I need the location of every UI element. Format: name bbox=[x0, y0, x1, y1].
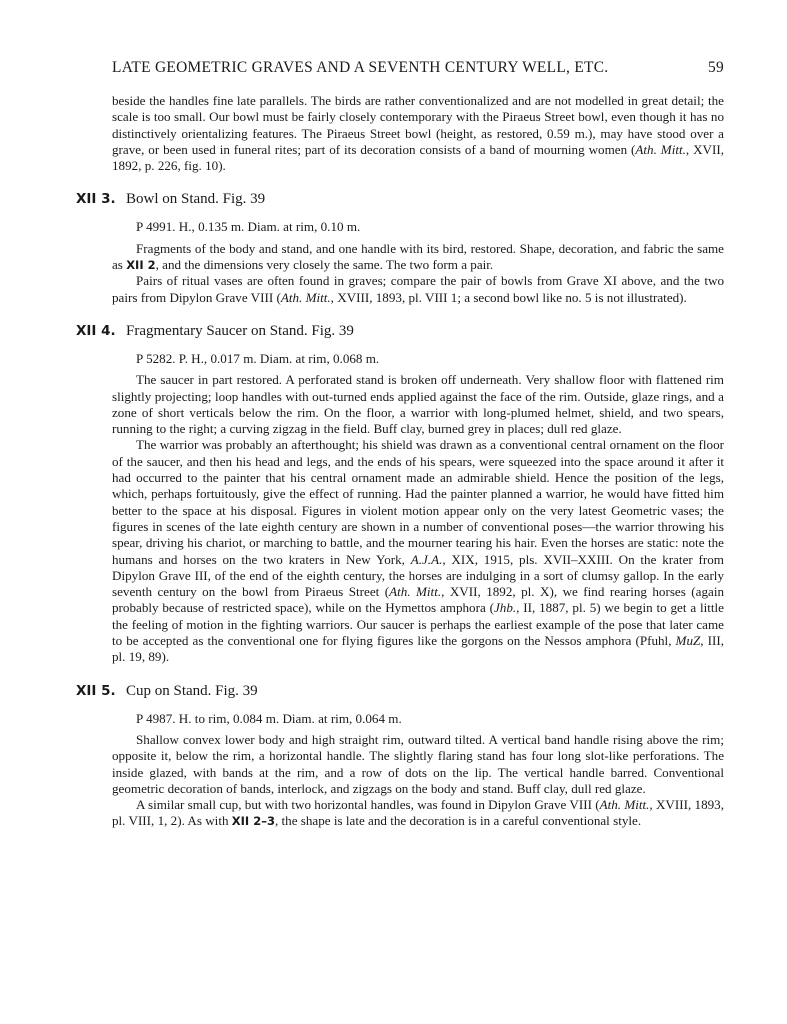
catalogue-heading-xii-3 bbox=[76, 190, 724, 209]
citation: Ath. Mitt. bbox=[389, 584, 442, 600]
catalogue-heading-xii-5 bbox=[76, 682, 724, 701]
body-text bbox=[76, 93, 725, 830]
running-head bbox=[112, 59, 724, 77]
catalogue-number: XII 4. bbox=[76, 322, 116, 339]
paragraph: Shallow convex lower body and high straight rim, outward tilted. A vertical band handle rising above the rim; opposite it, below the rim, a horizontal handle. The slightly flaring stand has four long slot-like perforations. The inside glazed, with bands at the rim, and a row of dots on the lip. The vertical handle barred. Conventional geometric decoration of bands, interlock, and zigzags on the body and stand. Buff clay, dull red glaze. bbox=[112, 731, 724, 796]
cross-reference: XII 2 bbox=[126, 258, 156, 273]
catalogue-number: XII 3. bbox=[76, 191, 116, 208]
paragraph: Fragments of the body and stand, and one handle with its bird, restored. Shape, decoration, and fabric the same as XII 2, and the dimensions very closely the same. The two form a pair. bbox=[112, 240, 724, 273]
catalogue-title: Bowl on Stand. Fig. 39 bbox=[126, 191, 266, 208]
catalogue-title: Fragmentary Saucer on Stand. Fig. 39 bbox=[126, 322, 354, 339]
paragraph: The warrior was probably an afterthought; his shield was drawn as a conventional central ornament on the floor of the saucer, and then his head and legs, and the ends of his spears, were squeezed into the space around it after it had occurred to the painter that his central ornament made an admirable shield. Hence the position of the legs, which, perhaps fortuitously, give the effect of running. Had the painter planned a warrior, he would have fitted him better to the space at his disposal. Figures in violent motion appear only on the very latest Geometric vases; the figures in scenes of the late eighth century are shown in a number of conventional poses—the warrior throwing his spear, driving his chariot, or marching to battle, and the mourner tearing his hair. Even the horses are static: note the humans and horses on the two kraters in New York, A.J.A., XIX, 1915, pls. XVII–XXIII. On the krater from Dipylon Grave III, of the end of the eighth century, the horses are indulging in a sort of clumsy gallop. In the early seventh century on the bowl from Piraeus Street (Ath. Mitt., XVII, 1892, pl. X), we find rearing horses (again probably because of restricted space), while on the Hymettos amphora (Jhb., II, 1887, pl. 5) we begin to get a little the feeling of motion in the fighting warriors. Our saucer is perhaps the earliest example of the pose that later came to be accepted as the conventional one for flying figures like the gorgons on the Nessos amphora (Pfuhl, MuZ, III, pl. 19, 89). bbox=[112, 437, 725, 665]
running-title: LATE GEOMETRIC GRAVES AND A SEVENTH CENTURY WELL, ETC. bbox=[112, 59, 609, 76]
catalogue-heading-xii-4 bbox=[76, 322, 724, 341]
catalogue-title: Cup on Stand. Fig. 39 bbox=[126, 682, 258, 699]
measurements: P 4991. H., 0.135 m. Diam. at rim, 0.10 m. bbox=[136, 219, 361, 235]
citation: A.J.A. bbox=[410, 551, 443, 567]
cross-reference: XII 2–3 bbox=[231, 814, 275, 829]
citation: MuZ bbox=[675, 633, 701, 649]
citation: Ath. Mitt. bbox=[635, 141, 686, 157]
citation: Jhb. bbox=[493, 600, 517, 616]
catalogue-number: XII 5. bbox=[76, 682, 116, 699]
paragraph-continued: beside the handles fine late parallels. The birds are rather conventionalized and are not modelled in great detail; the scale is too small. Our bowl must be fairly closely contemporary with the Piraeus Street bowl, even though it has no distinctively orientalizing features. The Piraeus Street bowl (height, as restored, 0.59 m.), may have stood over a grave, or been used in funeral rites; part of its decoration consists of a band of mourning women (Ath. Mitt., XVII, 1892, p. 226, fig. 10). bbox=[112, 93, 724, 174]
paragraph: Pairs of ritual vases are often found in graves; compare the pair of bowls from Grave XI above, and the two pairs from Dipylon Grave VIII (Ath. Mitt., XVIII, 1893, pl. VIII 1; a second bowl like no. 5 is not illustrated). bbox=[112, 273, 724, 305]
paragraph: The saucer in part restored. A perforated stand is broken off underneath. Very shallow floor with flattened rim slightly projecting; loop handles with out-turned ends applied against the face of the rim. Outside, glaze rings, and a zone of short verticals below the rim. On the floor, a warrior with long-plumed helmet, shield, and two spears, running to the right; a curving zigzag in the field. Buff clay, burned grey in places; dull red glaze. bbox=[112, 372, 724, 437]
citation: Ath. Mitt. bbox=[599, 797, 650, 813]
measurements: P 4987. H. to rim, 0.084 m. Diam. at rim, 0.064 m. bbox=[136, 710, 402, 726]
citation: Ath. Mitt. bbox=[280, 289, 331, 305]
paragraph: A similar small cup, but with two horizontal handles, was found in Dipylon Grave VIII (Ath. Mitt., XVIII, 1893, pl. VIII, 1, 2). As with XII 2–3, the shape is late and the decoration is in a careful conventional style. bbox=[112, 797, 724, 829]
page-number: 59 bbox=[708, 59, 724, 76]
measurements: P 5282. P. H., 0.017 m. Diam. at rim, 0.068 m. bbox=[136, 350, 380, 366]
